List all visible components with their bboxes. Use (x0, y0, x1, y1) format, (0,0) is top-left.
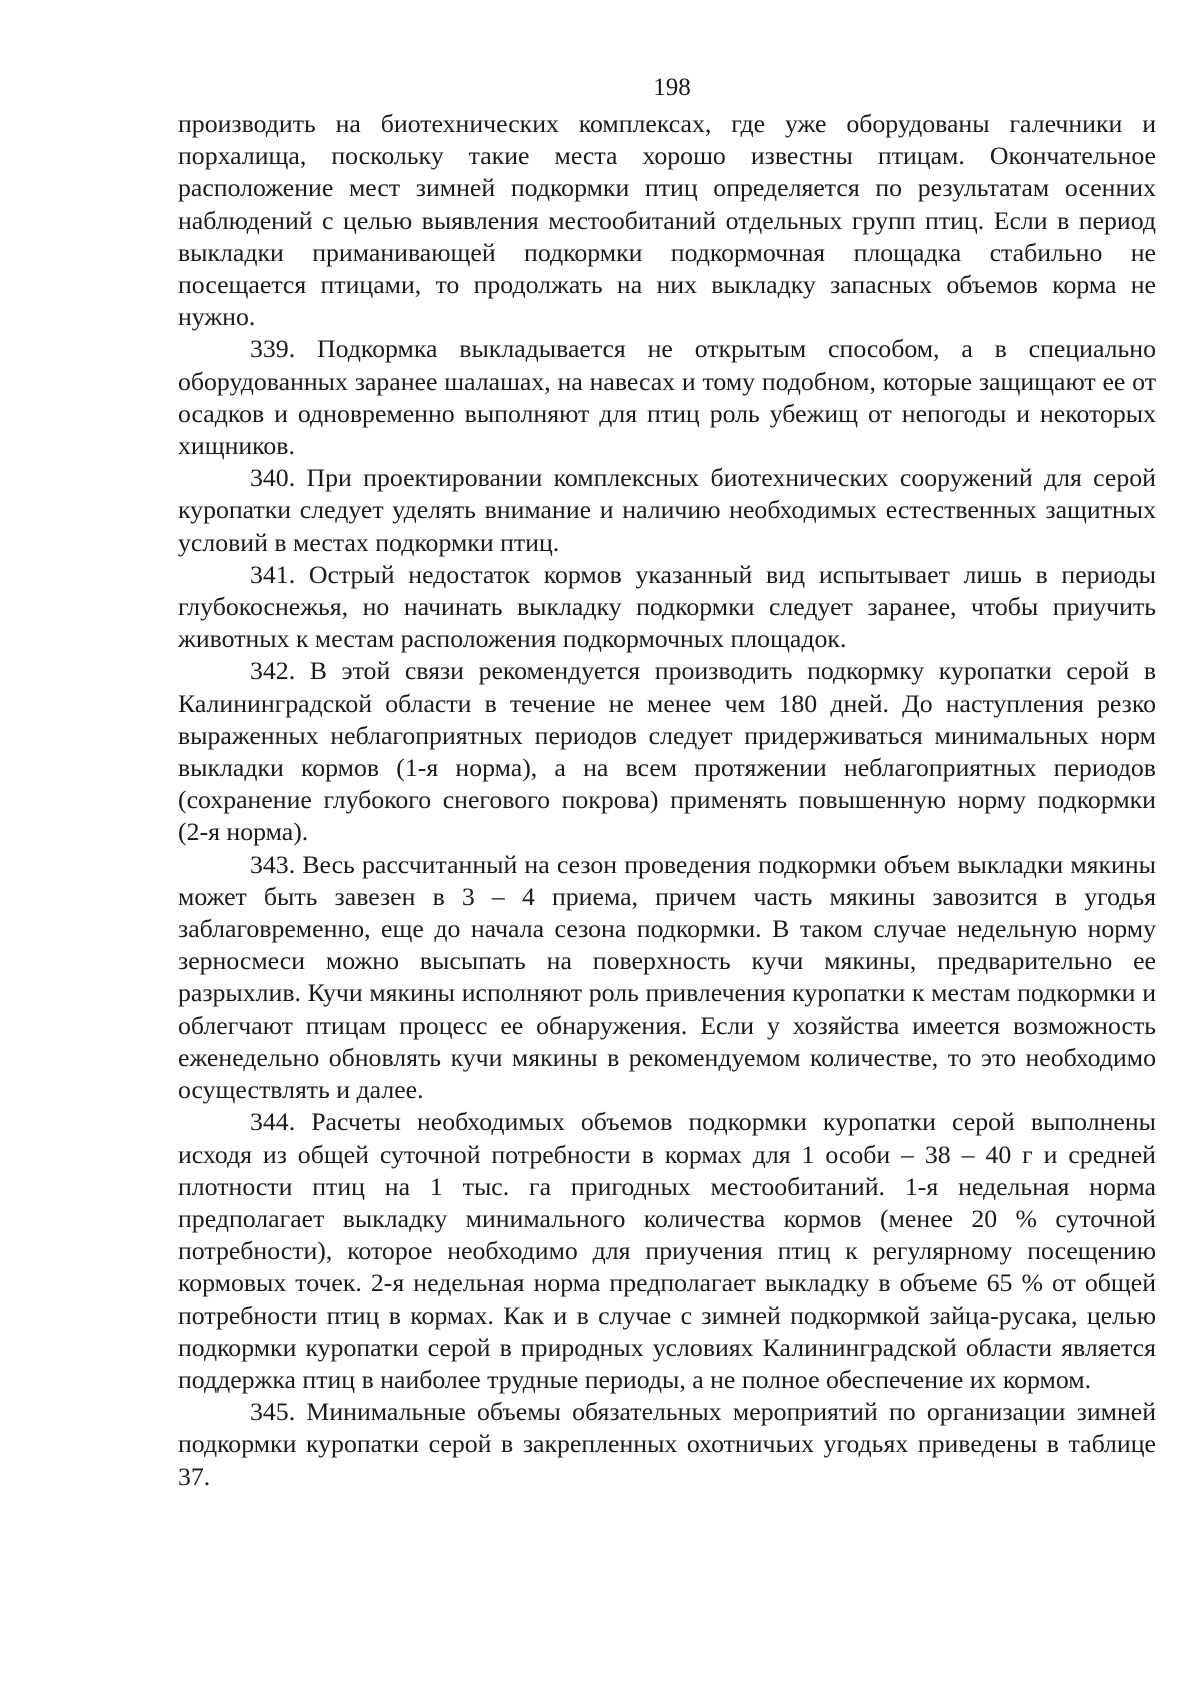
paragraph-number: 340. (250, 463, 296, 493)
paragraph-text: При проектировании комплексных биотехнических сооружений для серой куропатки следует уделять внимание и наличию необходимых естественных защитных условий в местах подкормки птиц. (178, 463, 1156, 557)
paragraph-344 (178, 1106, 1156, 1396)
paragraph-number: 343. (250, 849, 296, 879)
paragraph-343 (178, 849, 1156, 1107)
paragraph-number: 339. (250, 334, 296, 364)
paragraph-text: производить на биотехнических комплексах, где уже оборудованы галечники и порхалища, поскольку такие места хорошо известны птицам. Окончательное расположение мест зимней подкормки птиц определяется по результатам осенних наблюдений с целью выявления местообитаний отдельных групп птиц. Если в период выкладки приманивающей подкормки подкормочная площадка стабильно не посещается птицами, то продолжать на них выкладку запасных объемов корма не нужно. (178, 109, 1156, 332)
paragraph-text: В этой связи рекомендуется производить подкормку куропатки серой в Калининградской области в течение не менее чем 180 дней. До наступления резко выраженных неблагоприятных периодов следует придерживаться минимальных норм выкладки кормов (1-я норма), а на всем протяжении неблагоприятных периодов (сохранение глубокого снегового покрова) применять повышенную норму подкормки (2-я норма). (178, 656, 1156, 847)
paragraph-340 (178, 462, 1156, 559)
paragraph-342 (178, 655, 1156, 848)
paragraph-number: 341. (250, 559, 296, 589)
paragraph-341 (178, 559, 1156, 656)
paragraph-text: Минимальные объемы обязательных мероприятий по организации зимней подкормки куропатки серой в закрепленных охотничьих угодьях приведены в таблице 37. (178, 1397, 1157, 1491)
paragraph-text: Расчеты необходимых объемов подкормки куропатки серой выполнены исходя из общей суточной потребности в кормах для 1 особи – 38 – 40 г и средней плотности птиц на 1 тыс. га пригодных местообитаний. 1-я недельная норма предполагает выкладку минимального количества кормов (менее 20 % суточной потребности), которое необходимо для приучения птиц к регулярному посещению кормовых точек. 2-я недельная норма предполагает выкладку в объеме 65 % от общей потребности птиц в кормах. Как и в случае с зимней подкормкой зайца-русака, целью подкормки куропатки серой в природных условиях Калининградской области является поддержка птиц в наиболее трудные периоды, а не полное обеспечение их кормом. (178, 1107, 1156, 1394)
paragraph-text: Подкормка выкладывается не открытым способом, а в специально оборудованных заранее шалашах, на навесах и тому подобном, которые защищают ее от осадков и одновременно выполняют для птиц роль убежищ от непогоды и некоторых хищников. (178, 334, 1156, 461)
paragraph-number: 342. (250, 656, 296, 686)
paragraph-text: Весь рассчитанный на сезон проведения подкормки объем выкладки мякины может быть завезен в 3 – 4 приема, причем часть мякины завозится в угодья заблаговременно, еще до начала сезона подкормки. В таком случае недельную норму зерносмеси можно высыпать на поверхность кучи мякины, предварительно ее разрыхлив. Кучи мякины исполняют роль привлечения куропатки к местам подкормки и облегчают птицам процесс ее обнаружения. Если у хозяйства имеется возможность еженедельно обновлять кучи мякины в рекомендуемом количестве, то это необходимо осуществлять и далее. (178, 849, 1156, 1105)
paragraph-number: 345. (250, 1397, 296, 1427)
page-number: 198 (653, 74, 691, 101)
paragraph-text: Острый недостаток кормов указанный вид испытывает лишь в периоды глубокоснежья, но начинать выкладку подкормки следует заранее, чтобы приучить животных к местам расположения подкормочных площадок. (178, 559, 1156, 654)
document-page (178, 70, 1156, 1493)
paragraph-339 (178, 333, 1156, 462)
paragraph-number: 344. (250, 1107, 296, 1137)
paragraph-continuation (178, 108, 1156, 333)
paragraph-345 (178, 1396, 1156, 1493)
